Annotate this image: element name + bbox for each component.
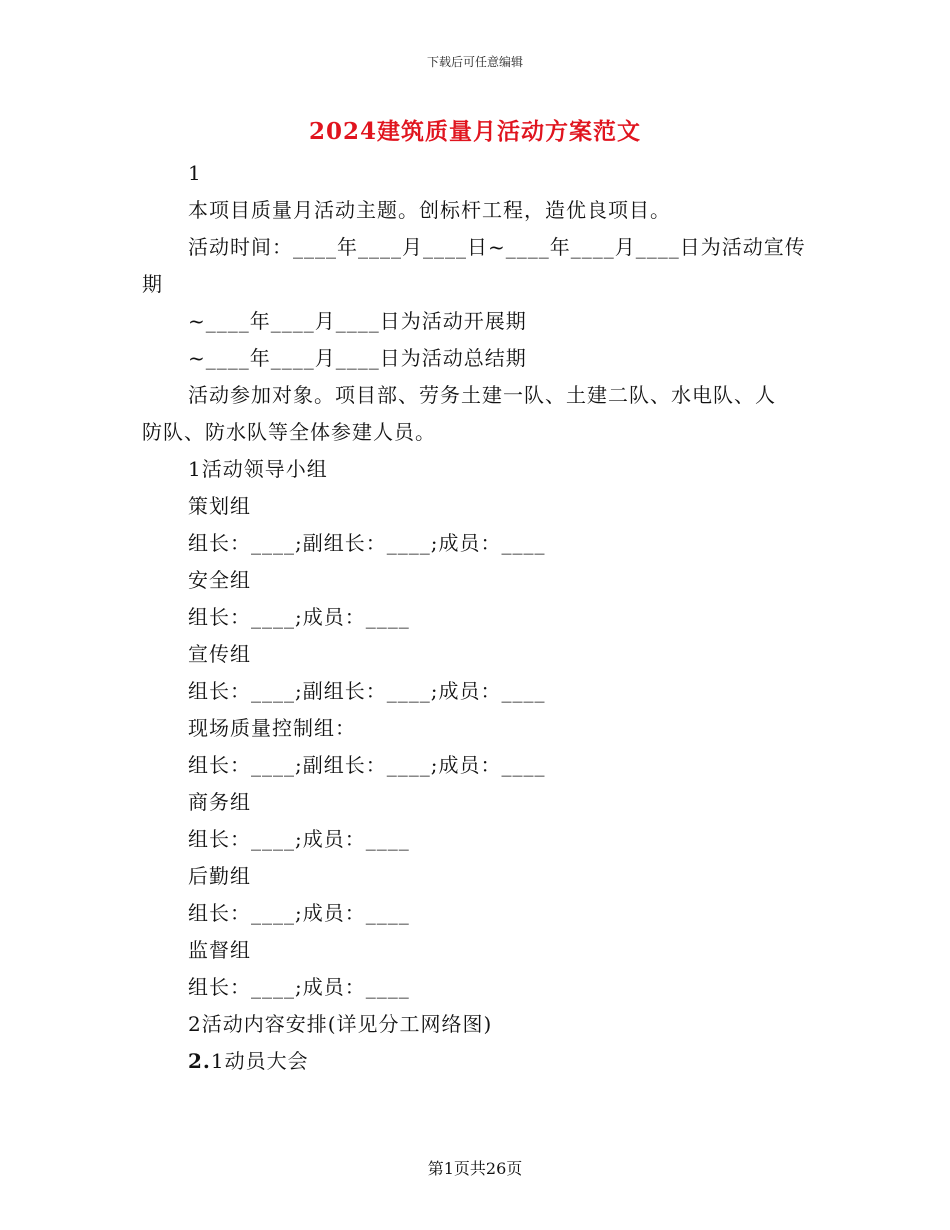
paragraph: 监督组 [188,938,251,962]
paragraph: ~____年____月____日为活动开展期 [188,309,527,333]
paragraph: 本项目质量月活动主题。创标杆工程，造优良项目。 [188,198,671,222]
paragraph: 组长：____;成员：____ [188,605,410,629]
paragraph: 活动时间：____年____月____日~____年____月____日为活动宣传 [188,235,806,259]
section-number: 2. [188,1049,211,1073]
document-body [142,155,810,1080]
paragraph: 1活动领导小组 [188,457,328,481]
paragraph-section-heading [142,1043,810,1080]
paragraph: 活动参加对象。项目部、劳务土建一队、土建二队、水电队、人 [188,383,776,407]
header-note: 下载后可任意编辑 [426,55,523,69]
paragraph: 1 [188,161,202,185]
paragraph: 组长：____;副组长：____;成员：____ [188,679,546,703]
paragraph: 防队、防水队等全体参建人员。 [142,420,436,444]
document-title: 2024建筑质量月活动方案范文 [308,118,641,145]
paragraph: 期 [142,272,163,296]
paragraph: 组长：____;副组长：____;成员：____ [188,531,546,555]
paragraph: 组长：____;副组长：____;成员：____ [188,753,546,777]
paragraph: ~____年____月____日为活动总结期 [188,346,527,370]
paragraph: 后勤组 [188,864,251,888]
paragraph: 组长：____;成员：____ [188,901,410,925]
paragraph: 商务组 [188,790,251,814]
paragraph: 组长：____;成员：____ [188,827,410,851]
paragraph: 现场质量控制组： [188,716,356,740]
paragraph: 策划组 [188,494,251,518]
paragraph: 组长：____;成员：____ [188,975,410,999]
page-footer: 第1页共26页 [427,1159,523,1178]
paragraph: 2活动内容安排(详见分工网络图) [188,1012,493,1036]
paragraph: 宣传组 [188,642,251,666]
paragraph: 安全组 [188,568,251,592]
section-text: 1动员大会 [210,1049,309,1073]
